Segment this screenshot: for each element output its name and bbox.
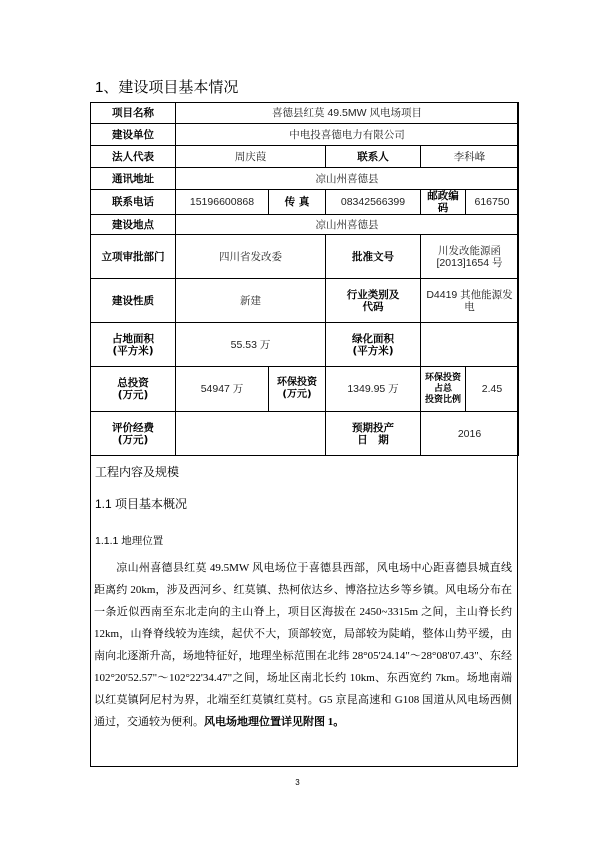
fax-value: 08342566399 [326, 190, 421, 215]
paragraph-text: 凉山州喜德县红莫 49.5MW 风电场位于喜德县西部，风电场中心距喜德县城直线距离约 20km，涉及西河乡、红莫镇、热柯依达乡、博洛拉达乡等乡镇。风电场分布在一条近似西南至东北走向的主山脊上，项目区海拔在 2450~3315m 之间，主山脊长约 12km，山脊脊线较为连续，起伏不大，顶部较宽，局部较为陡峭，整体山势平缓，由南向北逐渐升高，场地特征好，地理坐标范围在北纬 28°05'24.14"～28°08'07.43"、东经 102°20'52.57"～102°22'34.47"之间，场址区南北长约 10km、东西宽约 7km。场地南端以红莫镇阿尼村为界，北端至红莫镇红莫村。G5 京昆高速和 G108 国道从风电场西侧通过，交通较为便利。 [94, 562, 512, 728]
env-invest-label-line2: (万元) [282, 389, 312, 400]
nature-value: 新建 [176, 279, 326, 323]
table-row [91, 103, 519, 124]
paragraph-bold-tail: 风电场地理位置详见附图 1。 [204, 716, 345, 728]
env-ratio-value: 2.45 [466, 367, 519, 412]
area-label-line2: (平方米) [112, 344, 154, 357]
table-row [91, 367, 519, 412]
eval-fee-label-line2: (万元) [117, 433, 149, 446]
area-value: 55.53 万 [176, 323, 326, 367]
green-value [421, 323, 519, 367]
area-label [91, 323, 176, 367]
approval-dept-label: 立项审批部门 [91, 235, 176, 279]
contact-label: 联系人 [326, 146, 421, 168]
env-invest-label-line1: 环保投资 [277, 377, 317, 388]
eval-fee-value [176, 412, 326, 456]
builder-label: 建设单位 [91, 124, 176, 146]
address-value: 凉山州喜德县 [176, 168, 519, 190]
green-label-line1: 绿化面积 [352, 332, 394, 345]
table-row [91, 412, 519, 456]
legal-rep-value: 周庆葭 [176, 146, 326, 168]
env-ratio-label-line2: 投资比例 [424, 394, 461, 405]
phone-value: 15196600868 [176, 190, 269, 215]
project-info-table [90, 102, 519, 456]
table-row [91, 168, 519, 190]
approval-doc-line1: 川发改能源函 [438, 244, 501, 257]
subsection-heading: 1.1 项目基本概况 [95, 497, 188, 511]
env-ratio-label [421, 367, 466, 412]
table-row [91, 124, 519, 146]
green-label-line2: (平方米) [352, 344, 394, 357]
nature-label: 建设性质 [91, 279, 176, 323]
approval-doc-line2: [2013]1654 号 [436, 256, 503, 269]
subsubsection-heading: 1.1.1 地理位置 [95, 535, 164, 547]
phone-label: 联系电话 [91, 190, 176, 215]
invest-label-line1: 总投资 [117, 377, 149, 389]
industry-label [326, 279, 421, 323]
project-name-label: 项目名称 [91, 103, 176, 124]
section-heading: 工程内容及规模 [95, 465, 180, 479]
page-number: 3 [295, 778, 300, 787]
builder-value: 中电投喜德电力有限公司 [176, 124, 519, 146]
env-invest-value: 1349.95 万 [326, 367, 421, 412]
approval-doc-value [421, 235, 519, 279]
site-value: 凉山州喜德县 [176, 215, 519, 235]
operation-label [326, 412, 421, 456]
legal-rep-label: 法人代表 [91, 146, 176, 168]
invest-value: 54947 万 [176, 367, 269, 412]
env-ratio-label-line1: 环保投资占总 [424, 372, 461, 394]
contact-value: 李科峰 [421, 146, 519, 168]
approval-dept-value: 四川省发改委 [176, 235, 326, 279]
page-title: 1、建设项目基本情况 [95, 79, 239, 96]
site-label: 建设地点 [91, 215, 176, 235]
address-label: 通讯地址 [91, 168, 176, 190]
env-invest-label [269, 367, 326, 412]
fax-label: 传 真 [269, 190, 326, 215]
postcode-label: 邮政编码 [421, 190, 466, 215]
invest-label [91, 367, 176, 412]
invest-label-line2: (万元) [117, 389, 149, 401]
industry-label-line2: 代码 [362, 300, 384, 313]
eval-fee-label-line1: 评价经费 [112, 421, 154, 434]
table-row [91, 215, 519, 235]
approval-doc-label: 批准文号 [326, 235, 421, 279]
area-label-line1: 占地面积 [112, 332, 154, 345]
table-row [91, 279, 519, 323]
table-row [91, 323, 519, 367]
location-paragraph [94, 557, 512, 733]
operation-label-line2: 日 期 [357, 433, 389, 446]
project-name-value: 喜德县红莫 49.5MW 风电场项目 [176, 103, 519, 124]
industry-label-line1: 行业类别及 [346, 288, 400, 301]
green-label [326, 323, 421, 367]
table-row [91, 146, 519, 168]
operation-label-line1: 预期投产 [352, 421, 394, 434]
postcode-value: 616750 [466, 190, 519, 215]
industry-value: D4419 其他能源发电 [421, 279, 519, 323]
operation-value: 2016 [421, 412, 519, 456]
table-row [91, 235, 519, 279]
eval-fee-label [91, 412, 176, 456]
table-row [91, 190, 519, 215]
